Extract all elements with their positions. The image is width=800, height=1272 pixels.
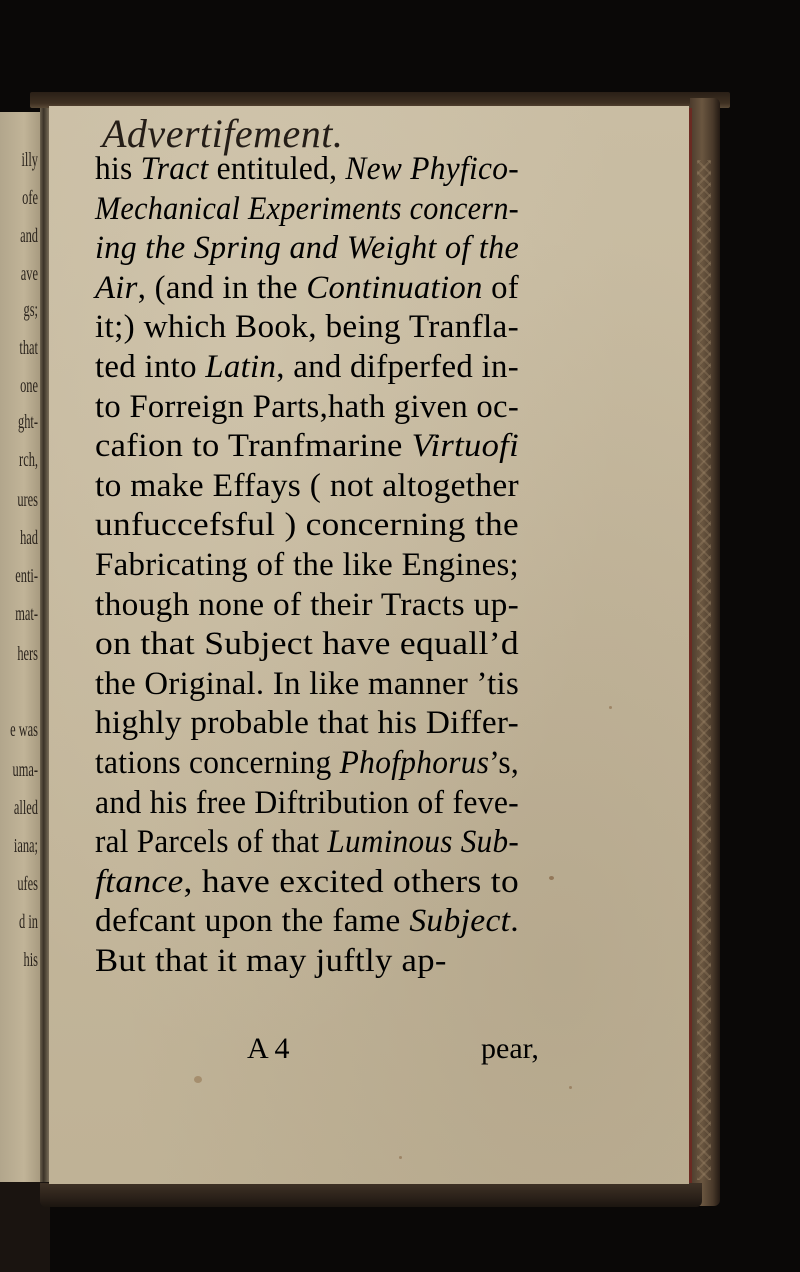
italic-run: Tract xyxy=(140,151,209,187)
italic-run: New Phyfico- xyxy=(345,151,519,187)
roman-run: . xyxy=(510,903,519,940)
facing-line-fragment: iana; xyxy=(13,835,38,857)
roman-run: on that Subject have equall’d xyxy=(95,626,519,663)
roman-run: , and difperfed in- xyxy=(276,349,519,385)
roman-run: ’s, xyxy=(489,745,519,781)
roman-run: unfuccefsful ) concerning the xyxy=(95,507,519,544)
italic-run: Continuation xyxy=(306,269,483,306)
signature-mark: A 4 xyxy=(247,1032,290,1065)
paper-speck xyxy=(569,1086,572,1089)
text-line xyxy=(95,665,519,702)
facing-line-fragment: ofe xyxy=(22,187,38,209)
roman-run: to Forreign Parts,hath given oc- xyxy=(95,388,519,425)
text-line xyxy=(95,232,519,265)
roman-run: ted into xyxy=(95,349,206,385)
facing-line-fragment: ures xyxy=(17,489,38,511)
italic-run: Latin xyxy=(205,349,277,385)
roman-run: Fabricating of the like Engines; xyxy=(95,547,519,583)
paper-speck xyxy=(609,706,612,709)
roman-run: it;) which Book, being Tranfla- xyxy=(95,309,519,346)
roman-run: of xyxy=(482,269,519,306)
text-line xyxy=(95,509,519,542)
book-gutter xyxy=(40,100,49,1272)
text-line xyxy=(95,628,519,661)
paper-speck xyxy=(399,1156,402,1159)
book-page xyxy=(49,106,689,1184)
text-line xyxy=(95,190,519,227)
facing-page xyxy=(0,112,40,1182)
facing-line-fragment: gs; xyxy=(23,299,38,321)
text-line xyxy=(95,549,519,582)
facing-line-fragment: rch, xyxy=(19,449,38,471)
facing-line-fragment: uma- xyxy=(12,759,38,781)
roman-run: , have excited others to xyxy=(183,863,519,900)
roman-run: though none of their Tracts up- xyxy=(95,586,519,623)
facing-line-fragment: ght- xyxy=(18,411,38,433)
text-line xyxy=(95,351,519,384)
text-line xyxy=(95,430,519,463)
roman-run: cafion to Tranfmarine xyxy=(95,428,412,465)
italic-run: ftance xyxy=(95,863,184,900)
roman-run: ral Parcels of that xyxy=(95,824,328,861)
board-tooling-pattern xyxy=(697,160,711,1180)
paper-stain xyxy=(194,1076,202,1083)
roman-run: tations concerning xyxy=(95,745,340,781)
roman-run: entituled, xyxy=(208,151,346,187)
running-head: Advertifement. xyxy=(102,111,344,156)
facing-line-fragment: e was xyxy=(10,719,38,741)
text-line xyxy=(95,945,447,978)
facing-line-fragment: his xyxy=(23,949,38,971)
facing-line-fragment: alled xyxy=(13,797,38,819)
italic-run: Luminous Sub- xyxy=(327,824,519,861)
facing-line-fragment: ufes xyxy=(17,873,38,895)
facing-line-fragment: illy xyxy=(21,149,38,171)
facing-line-fragment: d in xyxy=(19,911,38,933)
roman-run: his xyxy=(95,151,141,187)
roman-run: defcant upon the fame xyxy=(95,903,410,940)
text-line xyxy=(95,905,519,938)
roman-run: the Original. In like manner ’tis xyxy=(95,665,519,702)
text-line xyxy=(95,863,519,900)
roman-run: to make Effays ( not altogether xyxy=(95,467,519,504)
italic-run: Virtuofi xyxy=(411,428,519,465)
text-line xyxy=(95,586,519,623)
facing-line-fragment: hers xyxy=(17,643,38,665)
italic-run: ing the Spring and Weight of the xyxy=(95,230,519,267)
roman-run: But that it may juftly ap- xyxy=(95,943,447,979)
text-line xyxy=(95,388,519,425)
italic-run: Subject xyxy=(409,903,511,940)
italic-run: Phofphorus xyxy=(339,745,490,781)
facing-line-fragment: mat- xyxy=(15,603,39,625)
italic-run: Air xyxy=(95,269,138,306)
facing-line-fragment: ave xyxy=(20,263,38,285)
text-line xyxy=(95,467,519,504)
facing-line-fragment: one xyxy=(20,375,38,397)
text-line xyxy=(95,784,519,821)
roman-run: , (and in the xyxy=(137,269,307,306)
text-line xyxy=(95,269,519,306)
facing-line-fragment: and xyxy=(20,225,38,247)
book-board-bottom xyxy=(40,1183,702,1207)
roman-run: and his free Diftribution of feve- xyxy=(95,784,519,821)
roman-run: highly probable that his Differ- xyxy=(95,705,519,742)
facing-line-fragment: that xyxy=(19,337,38,359)
catchword: pear, xyxy=(481,1032,539,1065)
text-line xyxy=(95,826,519,859)
text-line xyxy=(95,707,519,740)
italic-run: Mechanical Experiments concern- xyxy=(95,190,519,227)
text-line xyxy=(95,311,519,344)
text-line xyxy=(95,747,519,780)
facing-line-fragment: enti- xyxy=(15,565,39,587)
facing-line-fragment: had xyxy=(20,527,38,549)
text-line xyxy=(95,153,519,186)
paper-speck xyxy=(549,876,554,880)
